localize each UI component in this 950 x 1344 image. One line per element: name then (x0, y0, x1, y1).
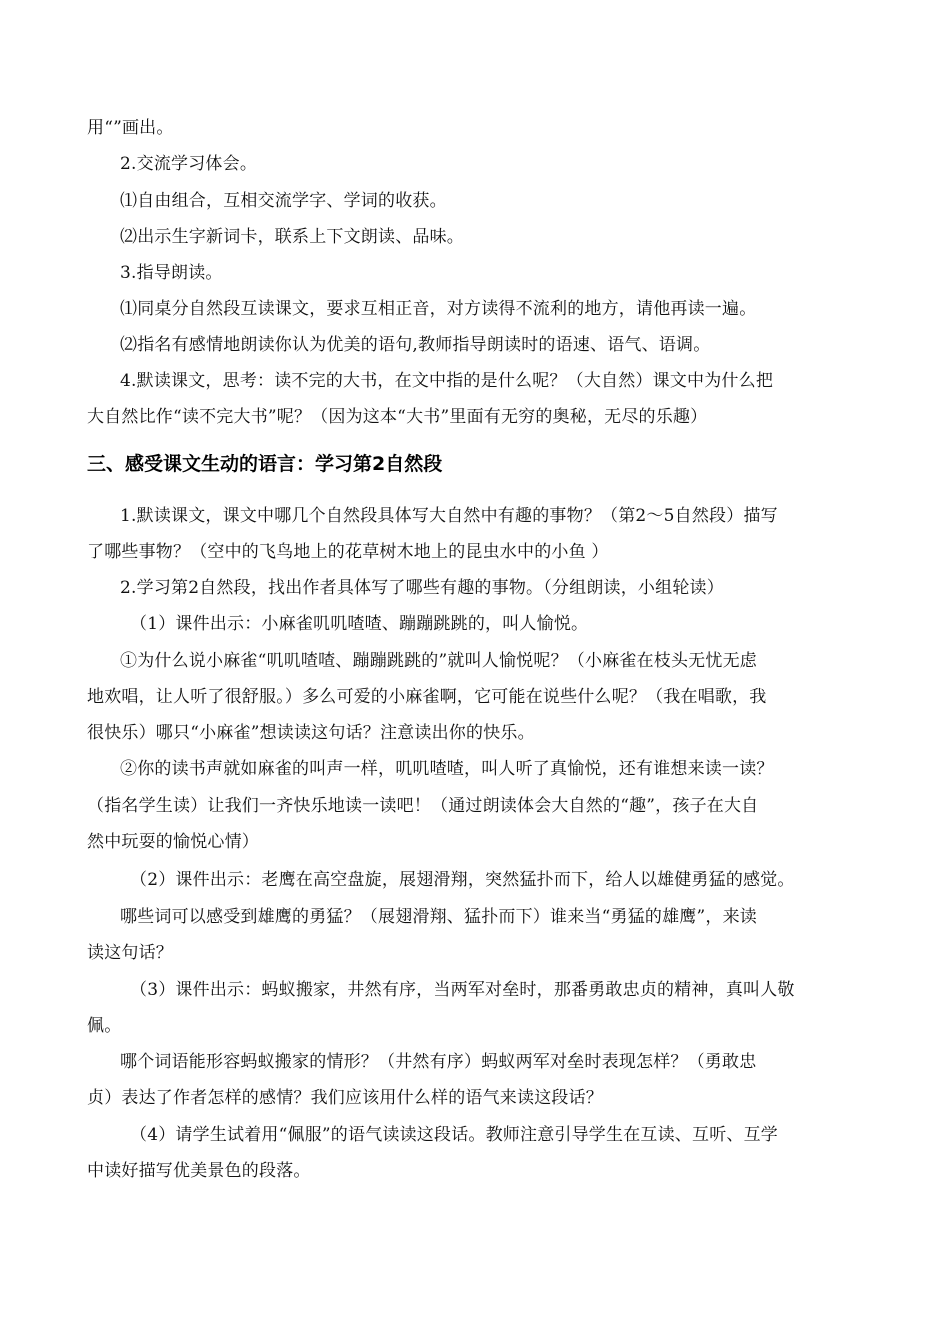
text-line: ⑴同桌分自然段互读课文，要求互相正音，对方读得不流利的地方，请他再读一遍。 (120, 299, 757, 319)
text-line: 很快乐）哪只“小麻雀”想读读这句话？注意读出你的快乐。 (87, 723, 535, 743)
text-line: （2）课件出示：老鹰在高空盘旋，展翅滑翔，突然猛扑而下，给人以雄健勇猛的感觉。 (130, 870, 795, 890)
text-line: 中读好描写优美景色的段落。 (87, 1161, 311, 1181)
text-line: 佩。 (87, 1016, 122, 1036)
section-heading: 三、感受课文生动的语言：学习第2自然段 (87, 453, 443, 475)
text-line: 然中玩耍的愉悦心情） (87, 832, 259, 852)
text-line: ⑵出示生字新词卡，联系上下文朗读、品味。 (120, 227, 464, 247)
text-line: 大自然比作“读不完大书”呢？（因为这本“大书”里面有无穷的奥秘，无尽的乐趣） (87, 407, 708, 427)
text-line: 3.指导朗读。 (120, 263, 223, 283)
text-line: 了哪些事物？（空中的飞鸟地上的花草树木地上的昆虫水中的小鱼 ） (87, 542, 609, 562)
text-line: 哪些词可以感受到雄鹰的勇猛？（展翅滑翔、猛扑而下）谁来当“勇猛的雄鹰”，来读 (120, 907, 757, 927)
text-line: 2.交流学习体会。 (120, 154, 258, 174)
text-line: ⑵指名有感情地朗读你认为优美的语句,教师指导朗读时的语速、语气、语调。 (120, 335, 711, 355)
text-line: （4）请学生试着用“佩服”的语气读读这段话。教师注意引导学生在互读、互听、互学 (130, 1125, 778, 1145)
text-line: ①为什么说小麻雀“叽叽喳喳、蹦蹦跳跳的”就叫人愉悦呢？（小麻雀在枝头无忧无虑 (120, 651, 757, 671)
text-line: 哪个词语能形容蚂蚁搬家的情形？（井然有序）蚂蚁两军对垒时表现怎样？（勇敢忠 (120, 1052, 757, 1072)
text-line: （指名学生读）让我们一齐快乐地读一读吧！（通过朗读体会大自然的“趣”，孩子在大自 (87, 796, 759, 816)
text-line: 用“”画出。 (87, 118, 174, 138)
text-line: ⑴自由组合，互相交流学字、学词的收获。 (120, 191, 447, 211)
text-line: 2.学习第2自然段，找出作者具体写了哪些有趣的事物。（分组朗读，小组轮读） (120, 578, 724, 598)
text-line: ②你的读书声就如麻雀的叫声一样，叽叽喳喳，叫人听了真愉悦，还有谁想来读一读？ (120, 759, 774, 779)
text-line: 4.默读课文，思考：读不完的大书，在文中指的是什么呢？（大自然）课文中为什么把 (120, 371, 774, 391)
text-line: （1）课件出示：小麻雀叽叽喳喳、蹦蹦跳跳的，叫人愉悦。 (130, 614, 589, 634)
text-line: 地欢唱，让人听了很舒服。）多么可爱的小麻雀啊，它可能在说些什么呢？（我在唱歌，我 (87, 687, 767, 707)
text-line: 读这句话？ (87, 943, 173, 963)
text-line: 1.默读课文，课文中哪几个自然段具体写大自然中有趣的事物？（第2～5自然段）描写 (120, 506, 778, 526)
text-line: 贞）表达了作者怎样的感情？我们应该用什么样的语气来读这段话？ (87, 1088, 603, 1108)
text-line: （3）课件出示：蚂蚁搬家，井然有序，当两军对垒时，那番勇敢忠贞的精神，真叫人敬 (130, 980, 795, 1000)
